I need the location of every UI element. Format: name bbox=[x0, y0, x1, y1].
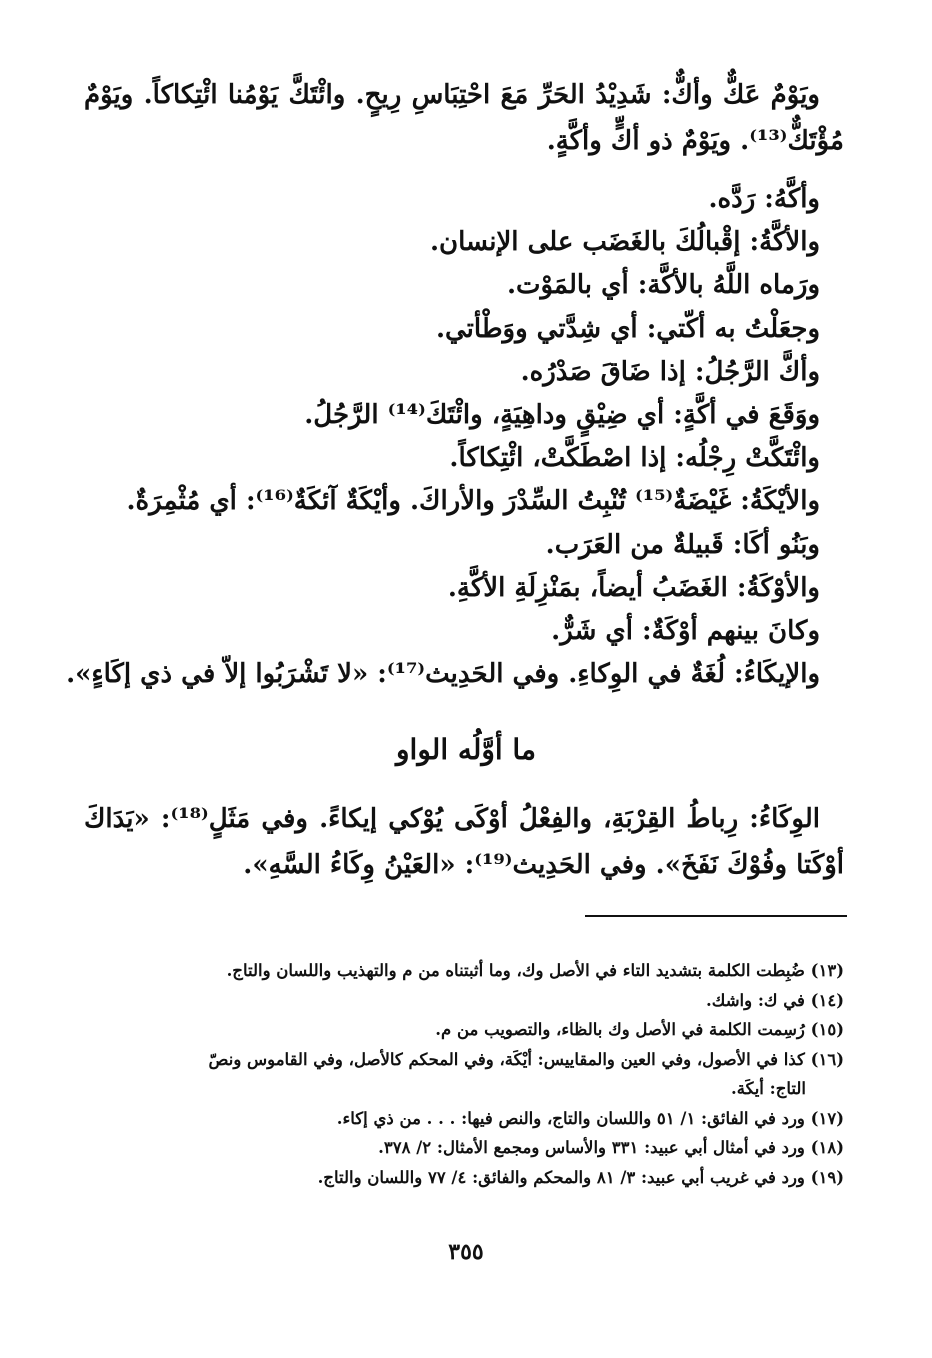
entry-line: والأكَّةُ: إقْبالُكَ بالغَضَب على الإنسان. bbox=[429, 227, 820, 258]
section-heading: ما أوَّلُه الواو bbox=[396, 733, 536, 766]
entry-line: ووَقَعَ في أكَّةٍ: أي ضِيْقٍ وداهِيَةٍ، وائْتَكَ⁽¹⁴⁾ الرَّجُلُ. bbox=[304, 399, 820, 430]
entry-line: وأكَّهُ: رَدَّه. bbox=[708, 184, 820, 214]
footnote-18: (١٨) ورد في أمثال أبي عبيد: ٣٣١ والأساس ومجمع الأمثال: ٢/ ٣٧٨. bbox=[378, 1138, 844, 1157]
entry-line: والإيكَاءُ: لُغَةٌ في الوِكاءِ. وفي الحَدِيث⁽¹⁷⁾: «لا تَشْرَبُوا إلاّ في ذي إكَاءٍ». bbox=[66, 659, 820, 690]
entry-line: والأوْكَةُ: الغَضَبُ أيضاً، بمَنْزِلَةِ الأكَّةِ. bbox=[447, 572, 820, 603]
footnote-16-continuation: التاج: أيكَة. bbox=[731, 1079, 806, 1098]
footnote-14: (١٤) في ك: واشك. bbox=[706, 990, 844, 1010]
entry-line: والأيْكَةُ: غَيْضَةٌ⁽¹⁵⁾ تُنْبِتُ السِّدْرَ والأراكَ. وأيْكَةٌ آئكَةٌ⁽¹⁶⁾: أي مُثْمِرَةٌ. bbox=[126, 486, 820, 517]
entry-line: وائْتَكَّتْ رِجْلُه: إذا اصْطَكَّتْ، ائْتِكاكاً. bbox=[449, 443, 820, 474]
footnote-19: (١٩) ورد في غريب أبي عبيد: ٣/ ٨١ والمحكم والفائق: ٤/ ٧٧ واللسان والتاج. bbox=[317, 1167, 844, 1187]
footnote-13: (١٣) ضُبِطت الكلمة بتشديد التاء في الأصل وك، وما أثبتناه من م والتهذيب واللسان والتاج. bbox=[226, 961, 844, 980]
footnote-15: (١٥) رُسِمت الكلمة في الأصل وك بالظاء، والتصويب من م. bbox=[435, 1020, 844, 1039]
entry-line: وأكَّ الرَّجُلُ: إذا ضَاقَ صَدْرُه. bbox=[520, 356, 820, 387]
footnote-17: (١٧) ورد في الفائق: ١/ ٥١ واللسان والتاج، والنص فيها: . . . من ذي إكاء. bbox=[336, 1108, 844, 1128]
entry-line: وبَنُو أكَا: قَبيلةٌ من العَرَب. bbox=[545, 529, 820, 560]
entry-line: وجعَلْتُ به أكّتي: أي شِدَّتي ووَطْأتي. bbox=[435, 313, 820, 344]
footnote-divider bbox=[585, 915, 847, 917]
intro-paragraph-block bbox=[84, 72, 844, 164]
intro-paragraph: ويَوْمٌ عَكٌّ وأكٌّ: شَدِيْدُ الحَرِّ مَعَ احْتِبَاسِ رِيحٍ. وائْتَكَّ يَوْمُنا ائْتِكاكاً. ويَوْمٌ مُؤْتَكٌّ⁽¹³⁾. ويَوْمٌ ذو أكٍّ وأكَّةٍ. bbox=[84, 80, 844, 156]
section-paragraph: الوِكَاءُ: رِباطُ القِرْبَةِ، والفِعْلُ أوْكَى يُوْكي إيكاءً. وفي مَثَلٍ⁽¹⁸⁾: «يَدَاكَ أوْكَتا وفُوْكَ نَفَخَ». وفي الحَدِيث⁽¹⁹⁾: «العَيْنُ وِكَاءُ السَّهِ». bbox=[84, 804, 844, 880]
section-body bbox=[84, 796, 844, 888]
footnotes bbox=[84, 956, 844, 1192]
entry-line: وكانَ بينهم أوْكَةٌ: أي شَرٌّ. bbox=[551, 615, 820, 646]
entry-line: ورَماه اللَّهُ بالأكَّة: أي بالمَوْت. bbox=[506, 270, 820, 301]
dictionary-entries bbox=[66, 178, 844, 696]
footnote-16: (١٦) كذا في الأصول، وفي العين والمقاييس: أيْكَة، وفي المحكم كالأصل، وفي القاموس ونصّ bbox=[208, 1049, 844, 1069]
page-number: ٣٥٥ bbox=[448, 1239, 484, 1265]
